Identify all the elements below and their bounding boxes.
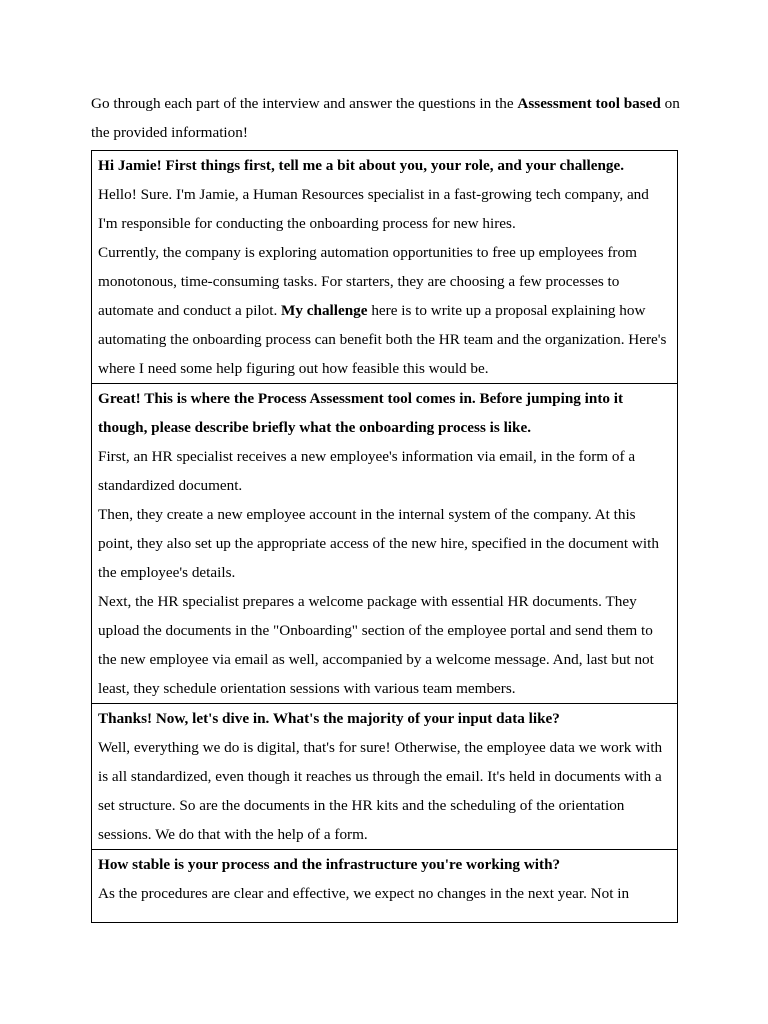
question-text: Thanks! Now, let's dive in. What's the majority of your input data like? <box>98 710 560 727</box>
interview-table <box>91 150 678 923</box>
answer-paragraph: Next, the HR specialist prepares a welcome package with essential HR documents. They upload the documents in the "Onboarding" section of the employee portal and send them to the new employee via email as well, accompanied by a welcome message. And, last but not least, they schedule orientation sessions with various team members. <box>98 593 654 697</box>
qa-cell <box>92 850 678 923</box>
qa-row-intro <box>92 151 678 384</box>
answer-text: Currently, the company is exploring automation opportunities to free up employees from monotonous, time-consuming tasks. For starters, they are choosing a few processes to automate and conduct a pilot. <box>98 244 637 319</box>
challenge-bold-text: My challenge <box>281 302 368 319</box>
qa-cell <box>92 384 678 704</box>
question-text: Hi Jamie! First things first, tell me a bit about you, your role, and your challenge. <box>98 157 625 174</box>
instructions-bold-text: Assessment tool based <box>517 95 661 112</box>
instructions <box>91 89 681 147</box>
question-text: Great! This is where the Process Assessment tool comes in. Before jumping into it though, please describe briefly what the onboarding process is like. <box>98 390 624 436</box>
answer-paragraph: Well, everything we do is digital, that's for sure! Otherwise, the employee data we work with is all standardized, even though it reaches us through the email. It's held in documents with a set structure. So are the documents in the HR kits and the scheduling of the orientation sessions. We do that with the help of a form. <box>98 739 663 843</box>
instructions-text: Go through each part of the interview and answer the questions in the <box>91 95 518 112</box>
qa-row-stability <box>92 850 678 923</box>
qa-cell <box>92 704 678 850</box>
answer-paragraph <box>98 238 671 383</box>
qa-row-process <box>92 384 678 704</box>
qa-row-input-data <box>92 704 678 850</box>
answer-text: here is to write up a proposal explaining how automating the onboarding process can benefit both the HR team and the organization. Here's where I need some help figuring out how feasible this would be. <box>98 302 667 377</box>
answer-paragraph: Then, they create a new employee account in the internal system of the company. At this point, they also set up the appropriate access of the new hire, specified in the document with the employee's details. <box>98 506 659 581</box>
question-text: How stable is your process and the infrastructure you're working with? <box>98 856 561 873</box>
answer-paragraph: First, an HR specialist receives a new employee's information via email, in the form of a standardized document. <box>98 448 636 494</box>
answer-paragraph: Hello! Sure. I'm Jamie, a Human Resources specialist in a fast-growing tech company, and I'm responsible for conducting the onboarding process for new hires. <box>98 186 649 232</box>
answer-paragraph: As the procedures are clear and effective, we expect no changes in the next year. Not in <box>98 885 630 902</box>
qa-cell <box>92 151 678 384</box>
instructions-text-end: on the provided information! <box>91 95 680 141</box>
